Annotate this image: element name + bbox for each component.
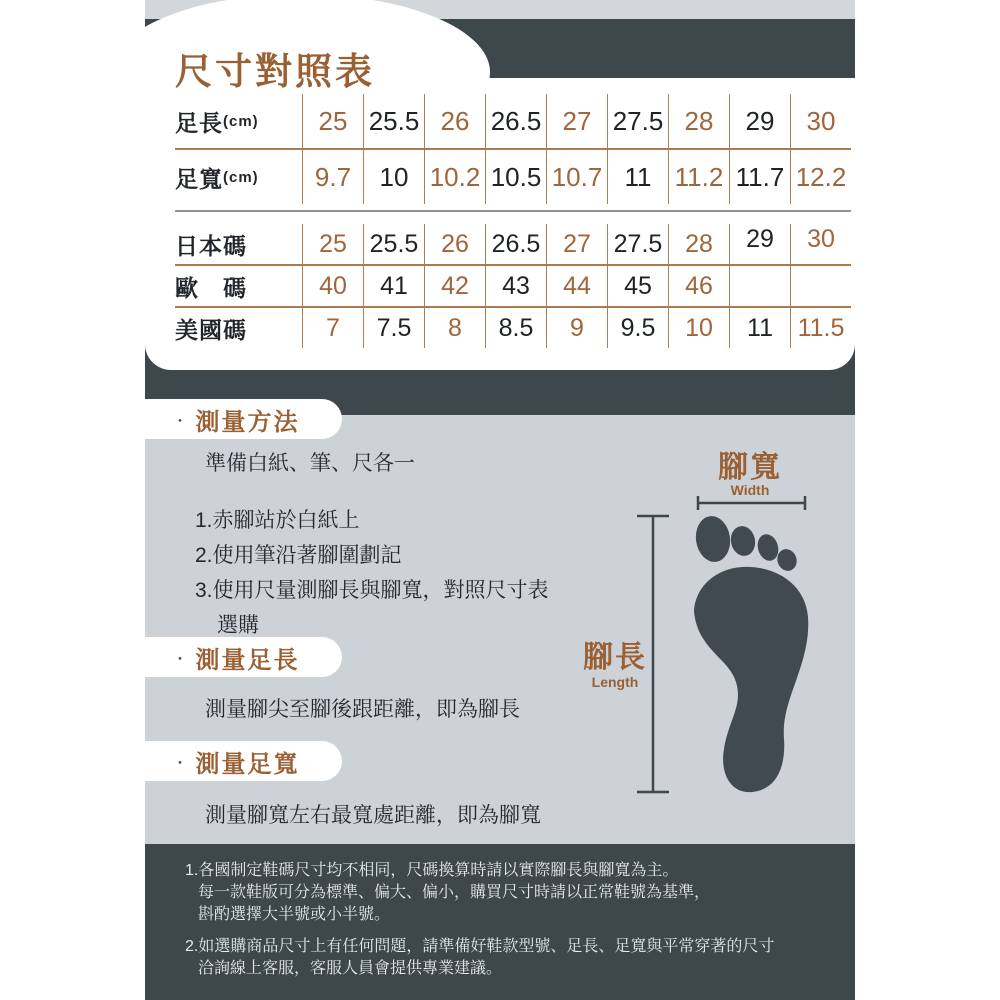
row-unit: (cm) <box>223 168 259 186</box>
size-cell: 10.5 <box>485 150 546 204</box>
size-cell: 27 <box>546 224 607 264</box>
size-cell: 29 <box>729 94 790 148</box>
size-cell: 11 <box>607 150 668 204</box>
table-row <box>175 266 851 308</box>
size-cell: 28 <box>668 224 729 264</box>
width-measure-line <box>698 496 805 510</box>
row-unit: (cm) <box>223 112 259 130</box>
size-cell: 42 <box>424 266 485 306</box>
size-cell: 44 <box>546 266 607 306</box>
size-cell: 11.2 <box>668 150 729 204</box>
size-cell: 30 <box>790 224 851 264</box>
section-heading-width <box>130 741 342 781</box>
size-cell: 25 <box>302 94 363 148</box>
size-cell <box>790 266 851 306</box>
size-cell: 9 <box>546 308 607 348</box>
table-row <box>175 150 851 204</box>
size-cell: 45 <box>607 266 668 306</box>
size-cell: 46 <box>668 266 729 306</box>
size-tables-sheet <box>145 78 855 370</box>
bullet-icon: ・ <box>172 650 188 668</box>
size-cell: 10.7 <box>546 150 607 204</box>
section-heading-label: 測量足長 <box>195 646 300 674</box>
note-line: 斟酌選擇大半號或小半號。 <box>198 906 391 923</box>
size-cell: 7 <box>302 308 363 348</box>
size-cell: 43 <box>485 266 546 306</box>
width-sublabel: Width <box>730 482 770 498</box>
note <box>185 860 835 926</box>
size-guide-panel <box>145 0 855 1000</box>
size-cell: 7.5 <box>363 308 424 348</box>
row-label: 美國碼 <box>175 316 247 343</box>
cm-table <box>175 94 851 204</box>
size-cell: 26.5 <box>485 94 546 148</box>
method-step: 1.赤腳站於白紙上 <box>195 509 360 532</box>
size-cell: 25 <box>302 224 363 264</box>
shoe-code-table <box>175 224 851 348</box>
size-cell: 11.7 <box>729 150 790 204</box>
size-cell: 10 <box>363 150 424 204</box>
size-cell: 26 <box>424 94 485 148</box>
table-row <box>175 94 851 150</box>
note-line: 2.如選購商品尺寸上有任何問題，請準備好鞋款型號、足長、足寬與平常穿著的尺寸 <box>185 938 775 955</box>
row-label: 歐 碼 <box>175 274 247 301</box>
width-instruction: 測量腳寬左右最寬處距離，即為腳寬 <box>205 804 541 827</box>
length-sublabel: Length <box>591 674 639 690</box>
size-cell: 25.5 <box>363 94 424 148</box>
notes-footer <box>145 844 855 1000</box>
size-cell: 30 <box>790 94 851 148</box>
size-cell: 10 <box>668 308 729 348</box>
size-cell: 11 <box>729 308 790 348</box>
size-cell: 27.5 <box>607 224 668 264</box>
bullet-icon: ・ <box>172 412 188 430</box>
section-heading-length <box>130 637 342 677</box>
size-cell: 25.5 <box>363 224 424 264</box>
foot-measurement-diagram <box>573 439 853 809</box>
method-intro: 準備白紙、筆、尺各一 <box>205 452 415 475</box>
method-step: 2.使用筆沿著腳圍劃記 <box>195 544 402 567</box>
size-cell: 9.5 <box>607 308 668 348</box>
section-heading-method <box>130 399 342 439</box>
instructions-section <box>145 415 855 844</box>
header-band <box>145 19 855 92</box>
table-row <box>175 308 851 348</box>
size-cell: 41 <box>363 266 424 306</box>
foot-print-icon <box>693 514 808 792</box>
note-line: 洽詢線上客服，客服人員會提供專業建議。 <box>198 960 503 977</box>
size-cell: 26 <box>424 224 485 264</box>
size-cell <box>729 266 790 306</box>
size-cell: 27 <box>546 94 607 148</box>
bullet-icon: ・ <box>172 754 188 772</box>
width-label: 腳寬 <box>718 451 782 484</box>
row-label: 足寬 (cm) <box>175 165 259 192</box>
table-divider <box>175 210 851 212</box>
page-title: 尺寸對照表 <box>175 51 375 92</box>
row-label: 足長 (cm) <box>175 109 259 136</box>
note <box>185 936 835 980</box>
method-step: 3.使用尺量測腳長與腳寬，對照尺寸表 <box>195 579 549 602</box>
size-cell: 8 <box>424 308 485 348</box>
size-cell: 10.2 <box>424 150 485 204</box>
section-heading-label: 測量足寬 <box>195 750 300 778</box>
size-cell: 29 <box>729 224 790 264</box>
size-cell: 9.7 <box>302 150 363 204</box>
length-instruction: 測量腳尖至腳後跟距離，即為腳長 <box>205 698 520 721</box>
length-label: 腳長 <box>583 641 647 674</box>
size-cell: 40 <box>302 266 363 306</box>
size-cell: 11.5 <box>790 308 851 348</box>
note-line: 每一款鞋版可分為標準、偏大、偏小，購買尺寸時請以正常鞋號為基準， <box>198 884 711 901</box>
size-cell: 26.5 <box>485 224 546 264</box>
row-label: 日本碼 <box>175 232 247 259</box>
size-cell: 8.5 <box>485 308 546 348</box>
method-steps <box>195 503 549 643</box>
size-cell: 28 <box>668 94 729 148</box>
section-heading-label: 測量方法 <box>195 408 300 436</box>
table-row <box>175 224 851 266</box>
size-cell: 12.2 <box>790 150 851 204</box>
note-line: 1.各國制定鞋碼尺寸均不相同，尺碼換算時請以實際腳長與腳寬為主。 <box>185 862 679 879</box>
method-step: 選購 <box>217 614 259 637</box>
size-cell: 27.5 <box>607 94 668 148</box>
